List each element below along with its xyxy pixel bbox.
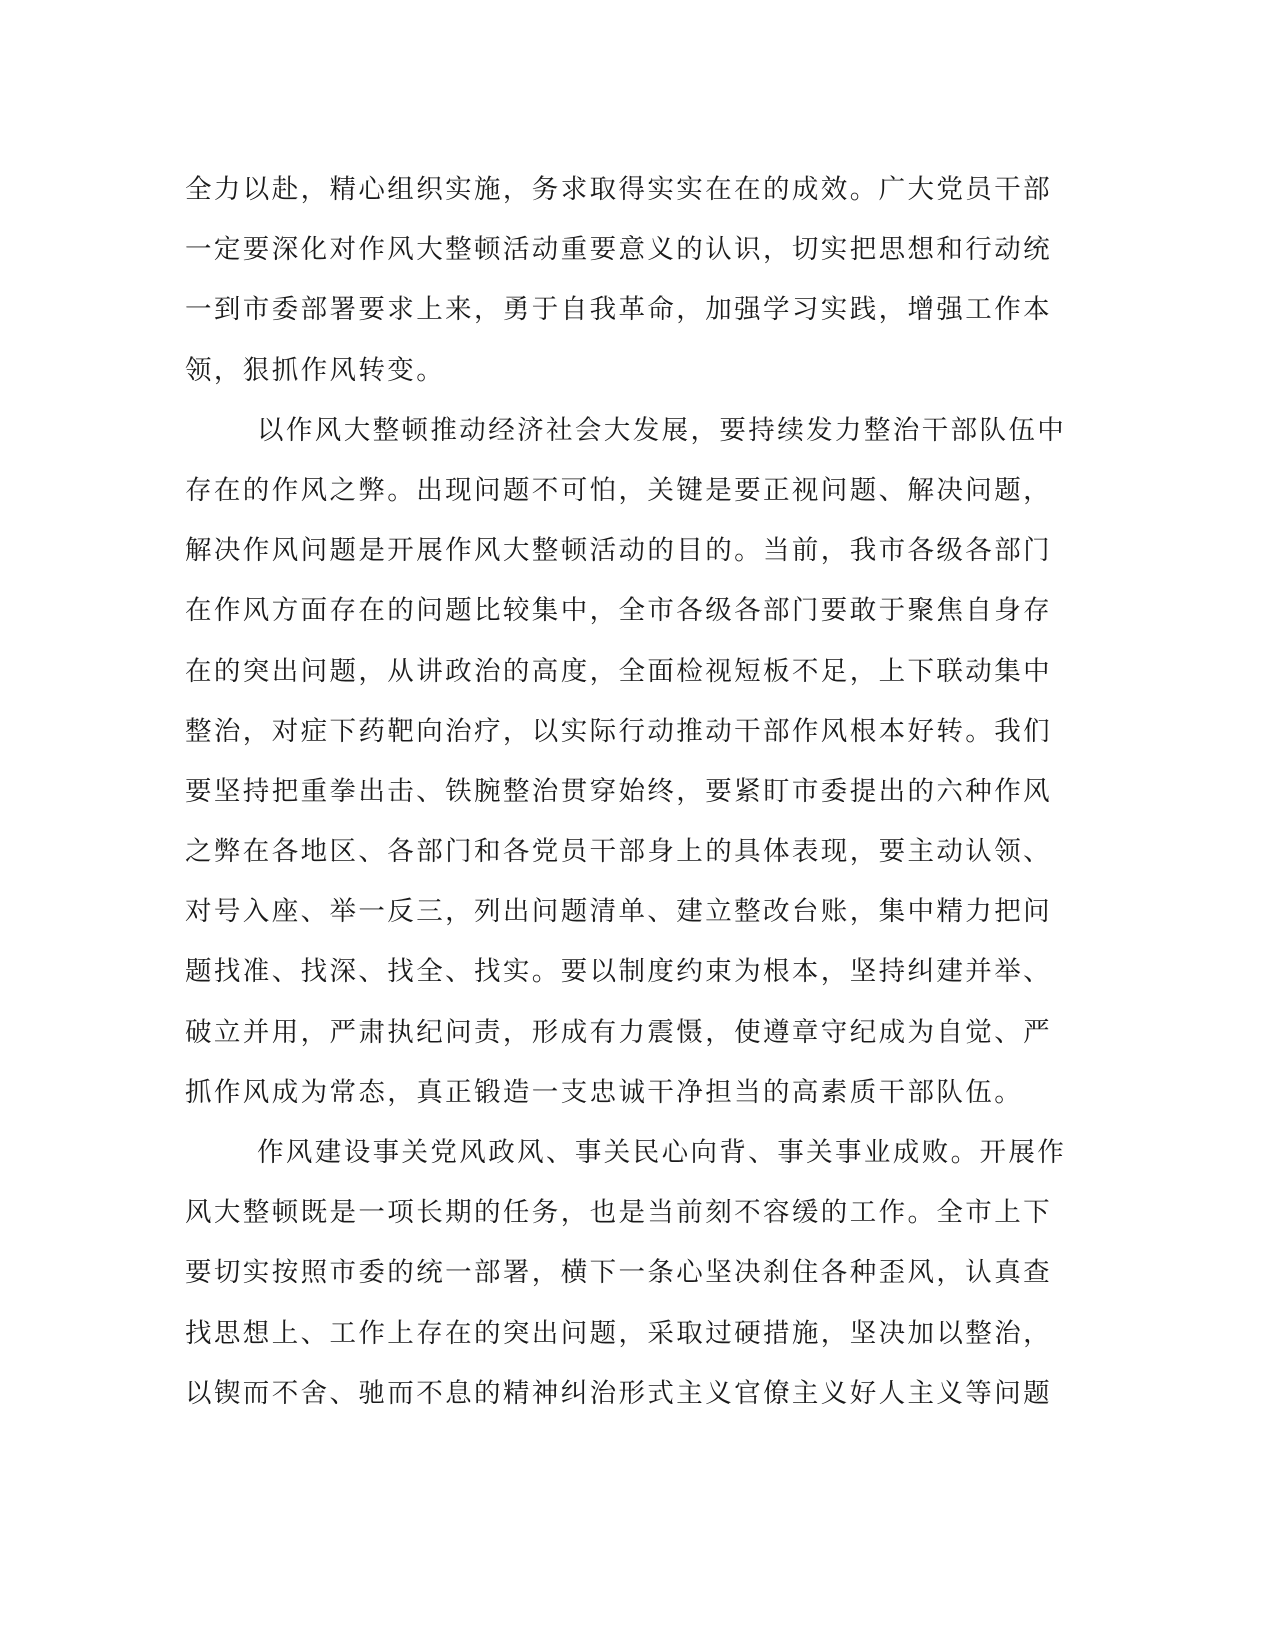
- text-line: 找思想上、工作上存在的突出问题，采取过硬措施，坚决加以整治，: [185, 1317, 1052, 1349]
- text-line: 对号入座、举一反三，列出问题清单、建立整改台账，集中精力把问: [185, 896, 1052, 928]
- text-line: 风大整顿既是一项长期的任务，也是当前刻不容缓的工作。全市上下: [185, 1197, 1052, 1229]
- paragraph-first-line: 作风建设事关党风政风、事关民心向背、事关事业成败。开展作: [257, 1137, 1067, 1168]
- text-line: 以锲而不舍、驰而不息的精神纠治形式主义官僚主义好人主义等问题: [185, 1377, 1052, 1409]
- text-line: 在作风方面存在的问题比较集中，全市各级各部门要敢于聚焦自身存: [185, 595, 1052, 627]
- text-line: 全力以赴，精心组织实施，务求取得实实在在的成效。广大党员干部: [185, 174, 1052, 205]
- text-line: 一定要深化对作风大整顿活动重要意义的认识，切实把思想和行动统: [185, 234, 1052, 266]
- text-line: 存在的作风之弊。出现问题不可怕，关键是要正视问题、解决问题，: [185, 474, 1052, 506]
- paragraph-first-line: 以作风大整顿推动经济社会大发展，要持续发力整治干部队伍中: [257, 414, 1067, 446]
- text-line: 在的突出问题，从讲政治的高度，全面检视短板不足，上下联动集中: [185, 655, 1052, 687]
- text-line: 之弊在各地区、各部门和各党员干部身上的具体表现，要主动认领、: [185, 836, 1052, 868]
- body-text: [185, 160, 1065, 1424]
- text-line: 领，狠抓作风转变。: [185, 354, 446, 386]
- text-line: 一到市委部署要求上来，勇于自我革命，加强学习实践，增强工作本: [185, 294, 1052, 326]
- text-line: 整治，对症下药靶向治疗，以实际行动推动干部作风根本好转。我们: [185, 715, 1052, 747]
- text-line: 题找准、找深、找全、找实。要以制度约束为根本，坚持纠建并举、: [185, 956, 1052, 988]
- text-line: 解决作风问题是开展作风大整顿活动的目的。当前，我市各级各部门: [185, 535, 1052, 567]
- text-line: 破立并用，严肃执纪问责，形成有力震慑，使遵章守纪成为自觉、严: [185, 1016, 1052, 1048]
- text-line: 要坚持把重拳出击、铁腕整治贯穿始终，要紧盯市委提出的六种作风: [185, 775, 1052, 807]
- text-line: 要切实按照市委的统一部署，横下一条心坚决刹住各种歪风，认真查: [185, 1257, 1052, 1289]
- text-line: 抓作风成为常态，真正锻造一支忠诚干净担当的高素质干部队伍。: [185, 1076, 1024, 1108]
